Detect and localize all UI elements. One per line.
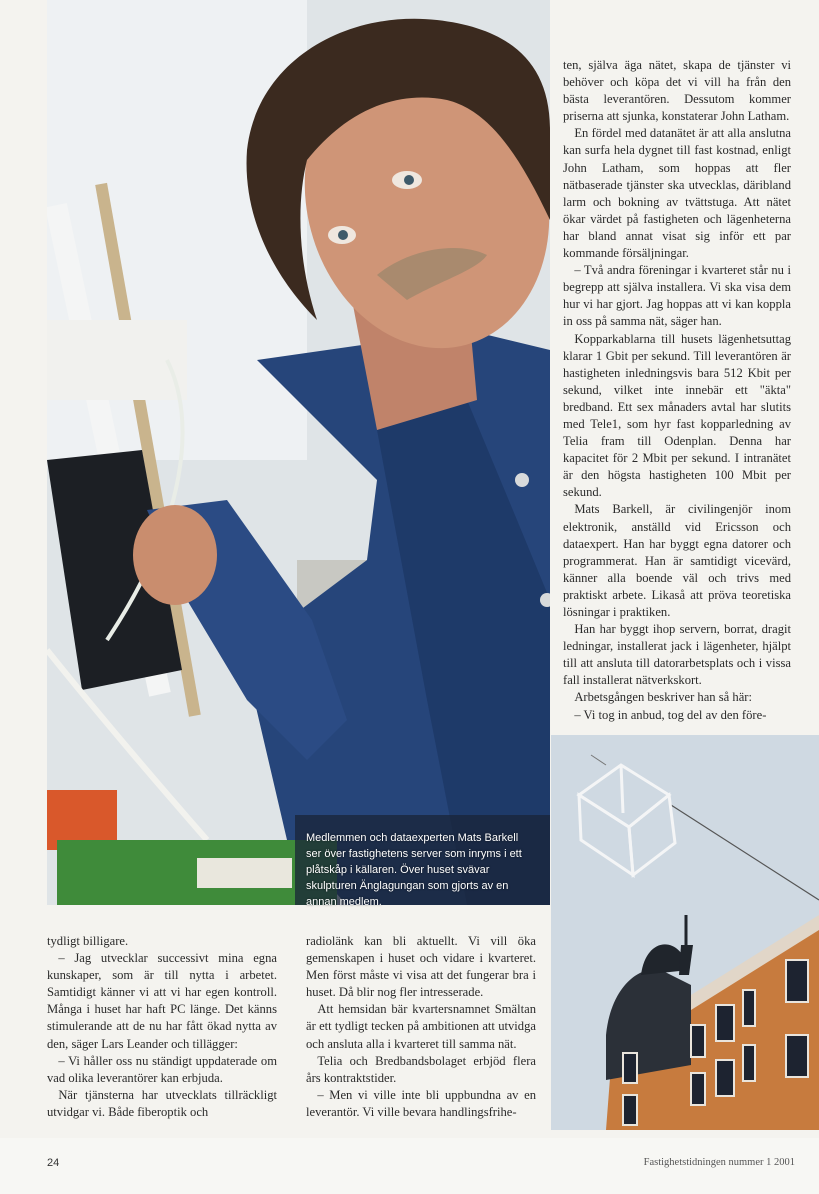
article-column-right: [563, 57, 791, 724]
article-column-bottom-middle: [306, 933, 536, 1121]
portrait-illustration: [47, 0, 550, 905]
photo-main: [47, 0, 550, 905]
paragraph: – Vi tog in anbud, tog del av den före-: [574, 707, 767, 722]
paragraph: – Vi håller oss nu ständigt uppdaterade om vad olika leverantörer kan erbjuda.: [47, 1053, 277, 1085]
paragraph: Att hemsidan bär kvartersnamnet Smältan är ett tydligt tecken på ambitionen att utvidga och ansluta alla i kvarteret till samma nät.: [306, 1002, 536, 1051]
paragraph: En fördel med datanätet är att alla anslutna kan surfa hela dygnet till fast kostnad, enligt John Latham, som hoppas att fler nätbaserade tjänster ska utvecklas, däribland larm och bokning av tvättstuga. Att nätet ökar värdet på fastigheten och lägenheterna har bland annat visat sig inför ett par kommande försäljningar.: [563, 126, 791, 261]
paragraph: När tjänsterna har utvecklats tillräckligt utvidgar vi. Både fiberoptik och: [47, 1087, 277, 1119]
paragraph: – Två andra föreningar i kvarteret står nu i begrepp att själva installera. Vi ska visa dem hur vi har gjort. Jag hoppas att vi kan koppla in oss på samma nät, säger han.: [563, 263, 791, 329]
paragraph: Kopparkablarna till husets lägenhetsuttag klarar 1 Gbit per sekund. Till leverantören är hastigheten inledningsvis bara 512 Kbit per sekund, vilket inte innebär ett "äkta" bredband. Ett sex månaders avtal har slutits med Tele1, som hyr fast kopparledning av Telia fram till Odenplan. Denna har kapacitet för 2 Mbit per sekund. I intranätet är den högsta hastigheten 100 Mbit per sekund.: [563, 331, 791, 500]
paragraph: tydligt billigare.: [47, 934, 129, 948]
paragraph: Han har byggt ihop servern, borrat, dragit ledningar, installerat jack i lägenheter, hjälpt till att ansluta till datorarbetsplats och i vissa fall installerat nätverkskort.: [563, 622, 791, 688]
magazine-issue: Fastighetstidningen nummer 1 2001: [643, 1157, 795, 1168]
page-number: 24: [47, 1157, 60, 1169]
paragraph: Telia och Bredbandsbolaget erbjöd flera års kontraktstider.: [306, 1053, 536, 1085]
article-column-bottom-left: [47, 933, 277, 1121]
paragraph: radiolänk kan bli aktuellt. Vi vill öka gemenskapen i huset och vidare i kvarteret. Men först måste vi visa att det fungerar bra i huset. Då blir nog fler intresserade.: [306, 934, 536, 1000]
paragraph: ten, själva äga nätet, skapa de tjänster vi behöver och köpa det vi vill ha från den bästa leverantören. Dessutom kommer priserna att sjunka, konstaterar John Latham.: [563, 58, 791, 124]
photo-caption: Medlemmen och dataexperten Mats Barkell ser över fastighetens server som inryms i ett plåtskåp i källaren. Över huset svävar skulpturen Änglagungan som gjorts av en annan medlem.: [306, 832, 522, 908]
photo-building: [551, 735, 819, 1130]
paragraph: Mats Barkell, är civilingenjör inom elektronik, anställd vid Ericsson och dataexpert. Han har byggt egna datorer och programmerat. Han är samtidigt vicevärd, känner alla boende väl och trivs med praktiskt arbete. Likaså att pröva teoretiska lösningar i praktiken.: [563, 502, 791, 619]
building-sculpture-illustration: [551, 735, 819, 1130]
paragraph: – Jag utvecklar successivt mina egna kunskaper, som är till nytta i arbetet. Samtidigt känner vi att vi har egen kontroll. Många i huset har haft PC länge. Det känns stimulerande att de nu har fått ökad nytta av den, säger Lars Leander och tillägger:: [47, 951, 277, 1051]
paragraph: – Men vi ville inte bli uppbundna av en leverantör. Vi ville bevara handlingsfrihe-: [306, 1087, 536, 1119]
paragraph: Arbetsgången beskriver han så här:: [574, 690, 752, 705]
